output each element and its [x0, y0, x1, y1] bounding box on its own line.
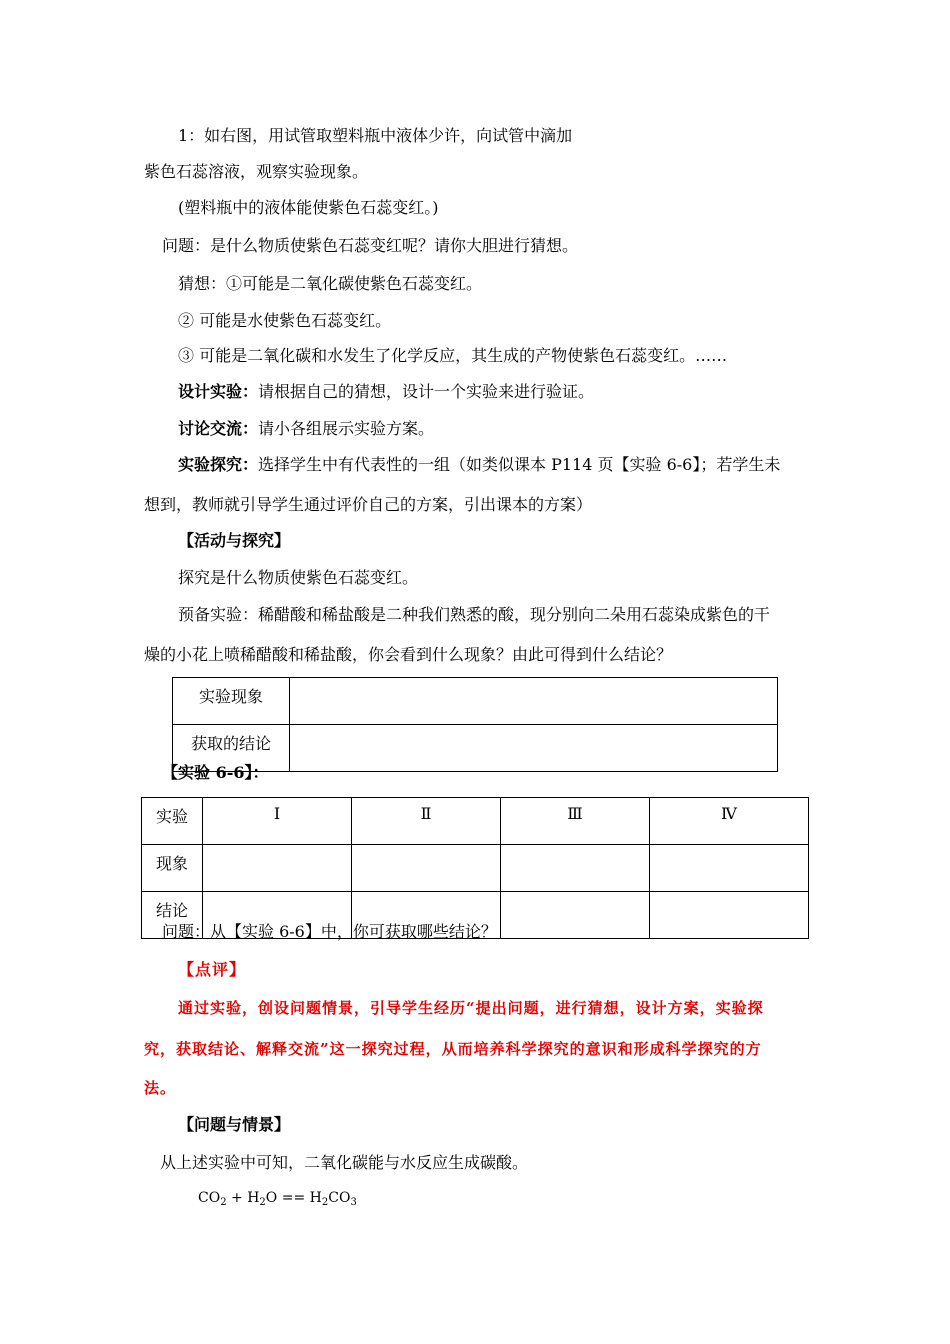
design-text: 请根据自己的猜想，设计一个实验来进行验证。: [258, 382, 595, 401]
table-cell-phenomenon-value: [290, 678, 778, 725]
scene-heading: 【问题与情景】: [178, 1115, 291, 1134]
comment-heading: 【点评】: [178, 960, 247, 979]
explore-paragraph: [178, 455, 780, 475]
paragraph-step1: 1：如右图，用试管取塑料瓶中液体少许，向试管中滴加: [178, 126, 573, 145]
guess-1: 猜想：①可能是二氧化碳使紫色石蕊变红。: [178, 274, 483, 293]
activity-heading: 【活动与探究】: [178, 531, 291, 550]
table-cell: [501, 892, 650, 939]
activity-paragraph-1: 探究是什么物质使紫色石蕊变红。: [178, 568, 419, 587]
paragraph-note: (塑料瓶中的液体能使紫色石蕊变红。): [178, 198, 439, 217]
design-label: 设计实验：: [178, 382, 259, 401]
table-header: 实验: [142, 798, 203, 845]
chemical-equation: $CO_2 + H_2O == H_2CO_3$: [198, 1190, 357, 1208]
activity-paragraph-3: 燥的小花上喷稀醋酸和稀盐酸，你会看到什么现象？由此可得到什么结论？: [144, 645, 673, 664]
table-cell-conclusion-label: 获取的结论: [173, 725, 290, 772]
guess-3: ③ 可能是二氧化碳和水发生了化学反应，其生成的产物使紫色石蕊变红。……: [178, 346, 728, 365]
comment-line-2: 究，获取结论、解释交流”这一探究过程，从而培养科学探究的意识和形成科学探究的方: [144, 1040, 762, 1058]
paragraph-step1-cont: 紫色石蕊溶液，观察实验现象。: [144, 162, 369, 181]
table-cell-label: 现象: [142, 845, 203, 892]
table-header: Ⅰ: [203, 798, 352, 845]
table-cell: [203, 845, 352, 892]
explore-paragraph-cont: 想到，教师就引导学生通过评价自己的方案，引出课本的方案）: [144, 495, 593, 514]
table-header: Ⅳ: [650, 798, 809, 845]
scene-paragraph: 从上述实验中可知，二氧化碳能与水反应生成碳酸。: [160, 1153, 529, 1172]
comment-line-1: 通过实验，创设问题情景，引导学生经历“提出问题，进行猜想，设计方案，实验探: [178, 999, 764, 1017]
discuss-paragraph: [178, 419, 434, 439]
activity-paragraph-2: 预备实验：稀醋酸和稀盐酸是二种我们熟悉的酸，现分别向二朵用石蕊染成紫色的干: [178, 605, 771, 624]
table-row: [142, 845, 809, 892]
experiment-6-6-table: [141, 797, 809, 939]
comment-line-3: 法。: [144, 1079, 177, 1097]
table-cell-label: 结论: [142, 892, 203, 939]
design-paragraph: [178, 382, 594, 402]
table-cell: [501, 845, 650, 892]
explore-label: 实验探究：: [178, 455, 259, 474]
discuss-label: 讨论交流：: [178, 419, 259, 438]
table-cell: [650, 892, 809, 939]
table-row: [173, 678, 778, 725]
question-1: 问题：是什么物质使紫色石蕊变红呢？请你大胆进行猜想。: [162, 236, 579, 255]
table-header: Ⅱ: [352, 798, 501, 845]
table-cell-phenomenon-label: 实验现象: [173, 678, 290, 725]
table-header: Ⅲ: [501, 798, 650, 845]
experiment-6-6-heading: 【实验 6-6】：: [162, 763, 269, 782]
question-2: 问题：从【实验 6-6】中，你可获取哪些结论？: [162, 922, 497, 941]
explore-text: 选择学生中有代表性的一组（如类似课本 P114 页【实验 6-6】；若学生未: [258, 455, 781, 474]
table-cell: [352, 845, 501, 892]
discuss-text: 请小各组展示实验方案。: [258, 419, 435, 438]
guess-2: ② 可能是水使紫色石蕊变红。: [178, 311, 392, 330]
prep-experiment-table: [172, 677, 778, 772]
table-cell: [650, 845, 809, 892]
table-cell-conclusion-value: [290, 725, 778, 772]
table-row: [142, 798, 809, 845]
